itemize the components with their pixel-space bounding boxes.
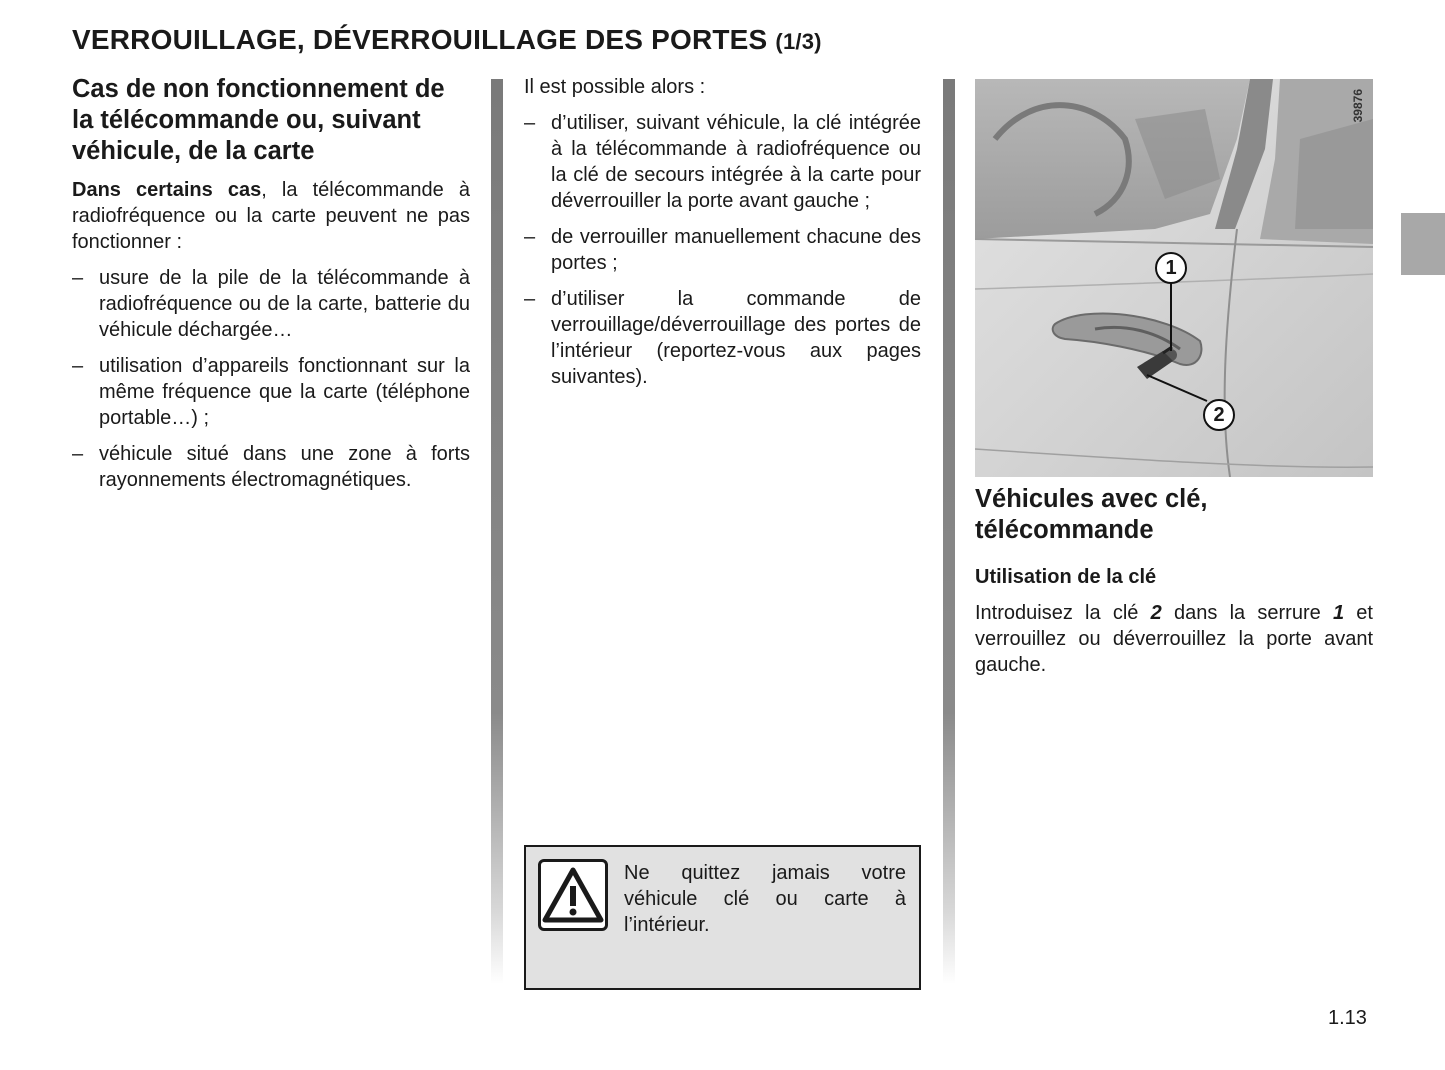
lock-ref: 1 [1332,602,1345,624]
key-instructions: Introduisez la clé 2 dans la serrure 1 et verrouillez ou déverrouillez la porte avant gauche. [975,602,1373,676]
list-item: – d’utiliser, suivant véhicule, la clé intégrée à la télécommande à radiofréquence ou la clé de secours intégrée à la carte pour déverrouiller la porte avant gauche ; [524,112,921,212]
intro-bold: Dans certains cas [72,179,262,201]
page-title [72,24,822,56]
warning-box [524,845,921,990]
options-intro: Il est possible alors : [524,76,706,98]
list-item: – véhicule situé dans une zone à forts rayonnements électromagnétiques. [72,443,470,491]
intro-rest: , la télécommande à radiofréquence ou la carte peuvent ne pas fonctionner : [72,179,470,253]
intro-paragraph [72,177,470,255]
chapter-tab [1401,213,1445,275]
warning-triangle-icon [538,859,608,931]
subheading-key-use: Utilisation de la clé [975,566,1157,588]
callout-lock: 1 [1155,252,1187,284]
column-1 [72,74,470,503]
key-ref: 2 [1150,602,1162,624]
list-item: – utilisation d’appareils fonctionnant sur la même fréquence que la carte (téléphone portable…) ; [72,355,470,429]
section-heading-malfunction: Cas de non fonctionnement de la télécommande ou, suivant véhicule, de la carte [72,75,445,165]
column-2 [524,74,921,400]
cause-list [72,265,470,493]
page-title-suffix: (1/3) [775,29,822,54]
options-list [524,110,921,390]
list-item: – d’utiliser la commande de verrouillage/déverrouillage des portes de l’intérieur (reportez-vous aux pages suivantes). [524,288,921,388]
column-separator-1 [491,79,503,984]
door-lock-illustration [975,79,1373,477]
section-heading-key-vehicles: Véhicules avec clé, télécommande [975,485,1208,544]
page-number: 1.13 [1328,1007,1367,1029]
figure-reference-number: 39876 [1351,89,1365,123]
column-3 [975,484,1373,688]
warning-text: Ne quittez jamais votre véhicule clé ou carte à l’intérieur. [624,862,906,936]
page-title-text: VERROUILLAGE, DÉVERROUILLAGE DES PORTES [72,24,768,55]
callout-key: 2 [1203,399,1235,431]
column-separator-2 [943,79,955,984]
list-item: – usure de la pile de la télécommande à radiofréquence ou de la carte, batterie du véhicule déchargée… [72,267,470,341]
list-item: – de verrouiller manuellement chacune des portes ; [524,226,921,274]
